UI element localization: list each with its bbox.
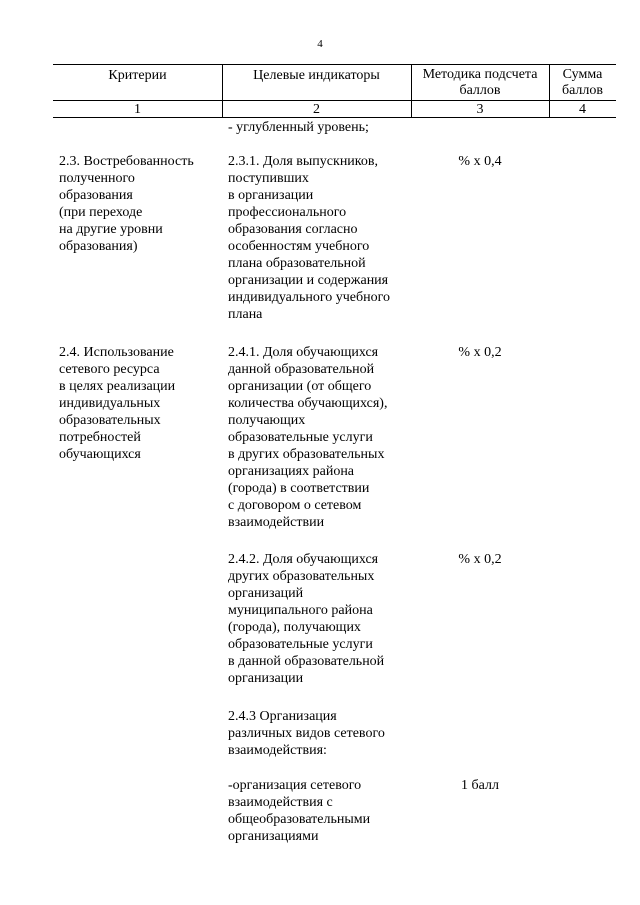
page-number: 4 — [317, 38, 323, 50]
header-target-indicators: Целевые индикаторы — [253, 68, 380, 83]
column-number-4: 4 — [579, 102, 586, 117]
header-criteria: Критерии — [108, 68, 167, 83]
indicator-2-4-1: 2.4.1. Доля обучающихся данной образовательной организации (от общего количества обучающихся), получающих образовательные услуги в других образовательных организациях района (города) в соответствии с договором о сетевом взаимодействии — [228, 345, 388, 530]
criterion-2-4: 2.4. Использование сетевого ресурса в целях реализации индивидуальных образовательных потребностей обучающихся — [59, 345, 176, 462]
header-score-sum: Сумма баллов — [561, 67, 604, 98]
criterion-2-3: 2.3. Востребованность полученного образования (при переходе на другие уровни образования) — [59, 154, 194, 254]
indicator-2-4-2: 2.4.2. Доля обучающихся других образовательных организаций муниципального района (города), получающих образовательные услуги в данной образовательной организации — [228, 552, 385, 686]
column-number-3: 3 — [476, 102, 484, 117]
indicator-2-4-3: 2.4.3 Организация различных видов сетевого взаимодействия: — [228, 709, 385, 758]
method-2-3-1: % х 0,4 — [458, 154, 502, 169]
indicator-2-3-1: 2.3.1. Доля выпускников, поступивших в организации профессионального образования согласно особенностям учебного плана образовательной организации и содержания индивидуального учебного плана — [228, 154, 390, 322]
column-number-2: 2 — [313, 102, 320, 117]
method-network-cooperation: 1 балл — [461, 778, 499, 793]
method-2-4-1: % х 0,2 — [458, 345, 502, 360]
header-method: Методика подсчета баллов — [422, 67, 538, 98]
indicator-network-cooperation: -организация сетевого взаимодействия с общеобразовательными организациями — [228, 778, 371, 844]
column-number-1: 1 — [134, 102, 141, 117]
table-top-border — [53, 64, 616, 65]
method-2-4-2: % х 0,2 — [458, 552, 502, 567]
carryover-text: - углубленный уровень; — [228, 120, 369, 135]
